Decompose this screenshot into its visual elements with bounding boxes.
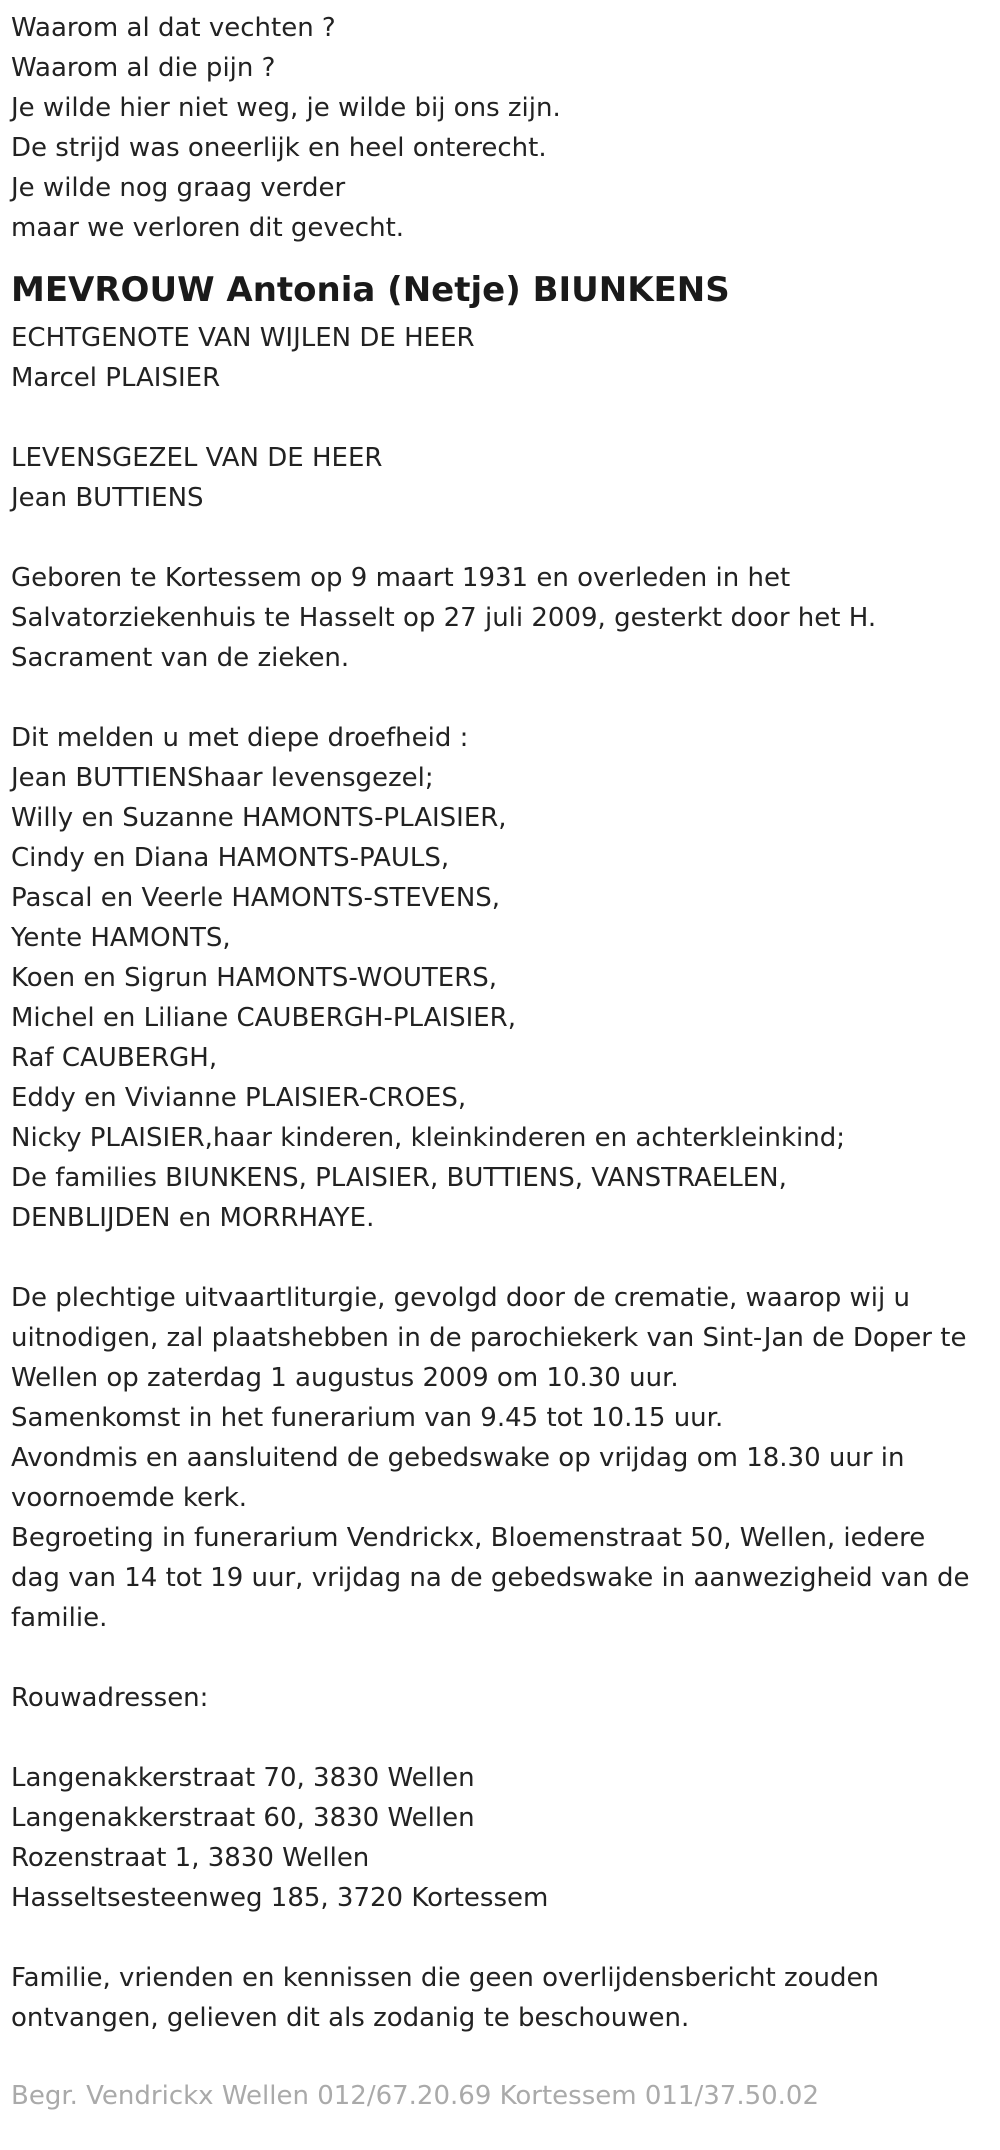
spacer — [11, 518, 991, 558]
birth-death-info — [11, 558, 991, 678]
spacer — [11, 1918, 991, 1958]
ceremony-line: Wellen op zaterdag 1 augustus 2009 om 10.30 uur. — [11, 1363, 679, 1393]
announce-line: Eddy en Vivianne PLAISIER-CROES, — [11, 1083, 467, 1113]
addresses-label: Rouwadressen: — [11, 1683, 209, 1713]
closing-note — [11, 1958, 991, 2038]
spacer — [11, 1718, 991, 1758]
birth-line: Salvatorziekenhuis te Hasselt op 27 juli 2009, gesterkt door het H. — [11, 603, 877, 633]
spacer — [11, 1638, 991, 1678]
partner-name: Jean BUTTIENS — [11, 483, 204, 513]
announce-line: Dit melden u met diepe droefheid : — [11, 723, 469, 753]
announce-line: Michel en Liliane CAUBERGH-PLAISIER, — [11, 1003, 517, 1033]
spouse-label: ECHTGENOTE VAN WIJLEN DE HEER — [11, 323, 475, 353]
poem — [11, 8, 991, 248]
closing-line: Familie, vrienden en kennissen die geen overlijdensbericht zouden — [11, 1963, 879, 1993]
funeral-home-footer: Begr. Vendrickx Wellen 012/67.20.69 Kortessem 011/37.50.02 — [11, 2081, 820, 2111]
poem-line: Je wilde nog graag verder — [11, 173, 346, 203]
ceremony-line: familie. — [11, 1603, 108, 1633]
poem-line: Je wilde hier niet weg, je wilde bij ons zijn. — [11, 93, 561, 123]
birth-line: Geboren te Kortessem op 9 maart 1931 en overleden in het — [11, 563, 791, 593]
family-announcement — [11, 718, 991, 1238]
ceremony-line: uitnodigen, zal plaatshebben in de parochiekerk van Sint-Jan de Doper te — [11, 1323, 967, 1353]
address-line: Langenakkerstraat 70, 3830 Wellen — [11, 1763, 475, 1793]
announce-line: Koen en Sigrun HAMONTS-WOUTERS, — [11, 963, 498, 993]
ceremony-line: De plechtige uitvaartliturgie, gevolgd door de crematie, waarop wij u — [11, 1283, 910, 1313]
spacer — [11, 678, 991, 718]
announce-line: Cindy en Diana HAMONTS-PAULS, — [11, 843, 450, 873]
ceremony-line: Begroeting in funerarium Vendrickx, Bloemenstraat 50, Wellen, iedere — [11, 1523, 926, 1553]
closing-line: ontvangen, gelieven dit als zodanig te beschouwen. — [11, 2003, 690, 2033]
announce-line: Yente HAMONTS, — [11, 923, 231, 953]
address-line: Hasseltsesteenweg 185, 3720 Kortessem — [11, 1883, 549, 1913]
ceremony-info — [11, 1278, 991, 1638]
poem-line: Waarom al die pijn ? — [11, 53, 276, 83]
announce-line: Nicky PLAISIER,haar kinderen, kleinkinderen en achterkleinkind; — [11, 1123, 845, 1153]
spacer — [11, 398, 991, 438]
announce-line: Jean BUTTIENShaar levensgezel; — [11, 763, 434, 793]
ceremony-line: Avondmis en aansluitend de gebedswake op vrijdag om 18.30 uur in — [11, 1443, 905, 1473]
poem-line: Waarom al dat vechten ? — [11, 13, 336, 43]
announce-line: Raf CAUBERGH, — [11, 1043, 218, 1073]
ceremony-line: dag van 14 tot 19 uur, vrijdag na de gebedswake in aanwezigheid van de — [11, 1563, 970, 1593]
address-line: Rozenstraat 1, 3830 Wellen — [11, 1843, 370, 1873]
announce-line: Willy en Suzanne HAMONTS-PLAISIER, — [11, 803, 507, 833]
announce-line: Pascal en Veerle HAMONTS-STEVENS, — [11, 883, 501, 913]
birth-line: Sacrament van de zieken. — [11, 643, 350, 673]
spouse-name: Marcel PLAISIER — [11, 363, 221, 393]
address-line: Langenakkerstraat 60, 3830 Wellen — [11, 1803, 475, 1833]
spacer — [11, 1238, 991, 1278]
ceremony-line: Samenkomst in het funerarium van 9.45 tot 10.15 uur. — [11, 1403, 724, 1433]
announce-line: DENBLIJDEN en MORRHAYE. — [11, 1203, 375, 1233]
ceremony-line: voornoemde kerk. — [11, 1483, 248, 1513]
announce-line: De families BIUNKENS, PLAISIER, BUTTIENS, VANSTRAELEN, — [11, 1163, 787, 1193]
partner-label: LEVENSGEZEL VAN DE HEER — [11, 443, 383, 473]
mourning-addresses — [11, 1758, 991, 1918]
poem-line: maar we verloren dit gevecht. — [11, 213, 405, 243]
obituary-document — [11, 8, 991, 2116]
deceased-name-title: MEVROUW Antonia (Netje) BIUNKENS — [11, 270, 730, 310]
poem-line: De strijd was oneerlijk en heel onterecht. — [11, 133, 547, 163]
